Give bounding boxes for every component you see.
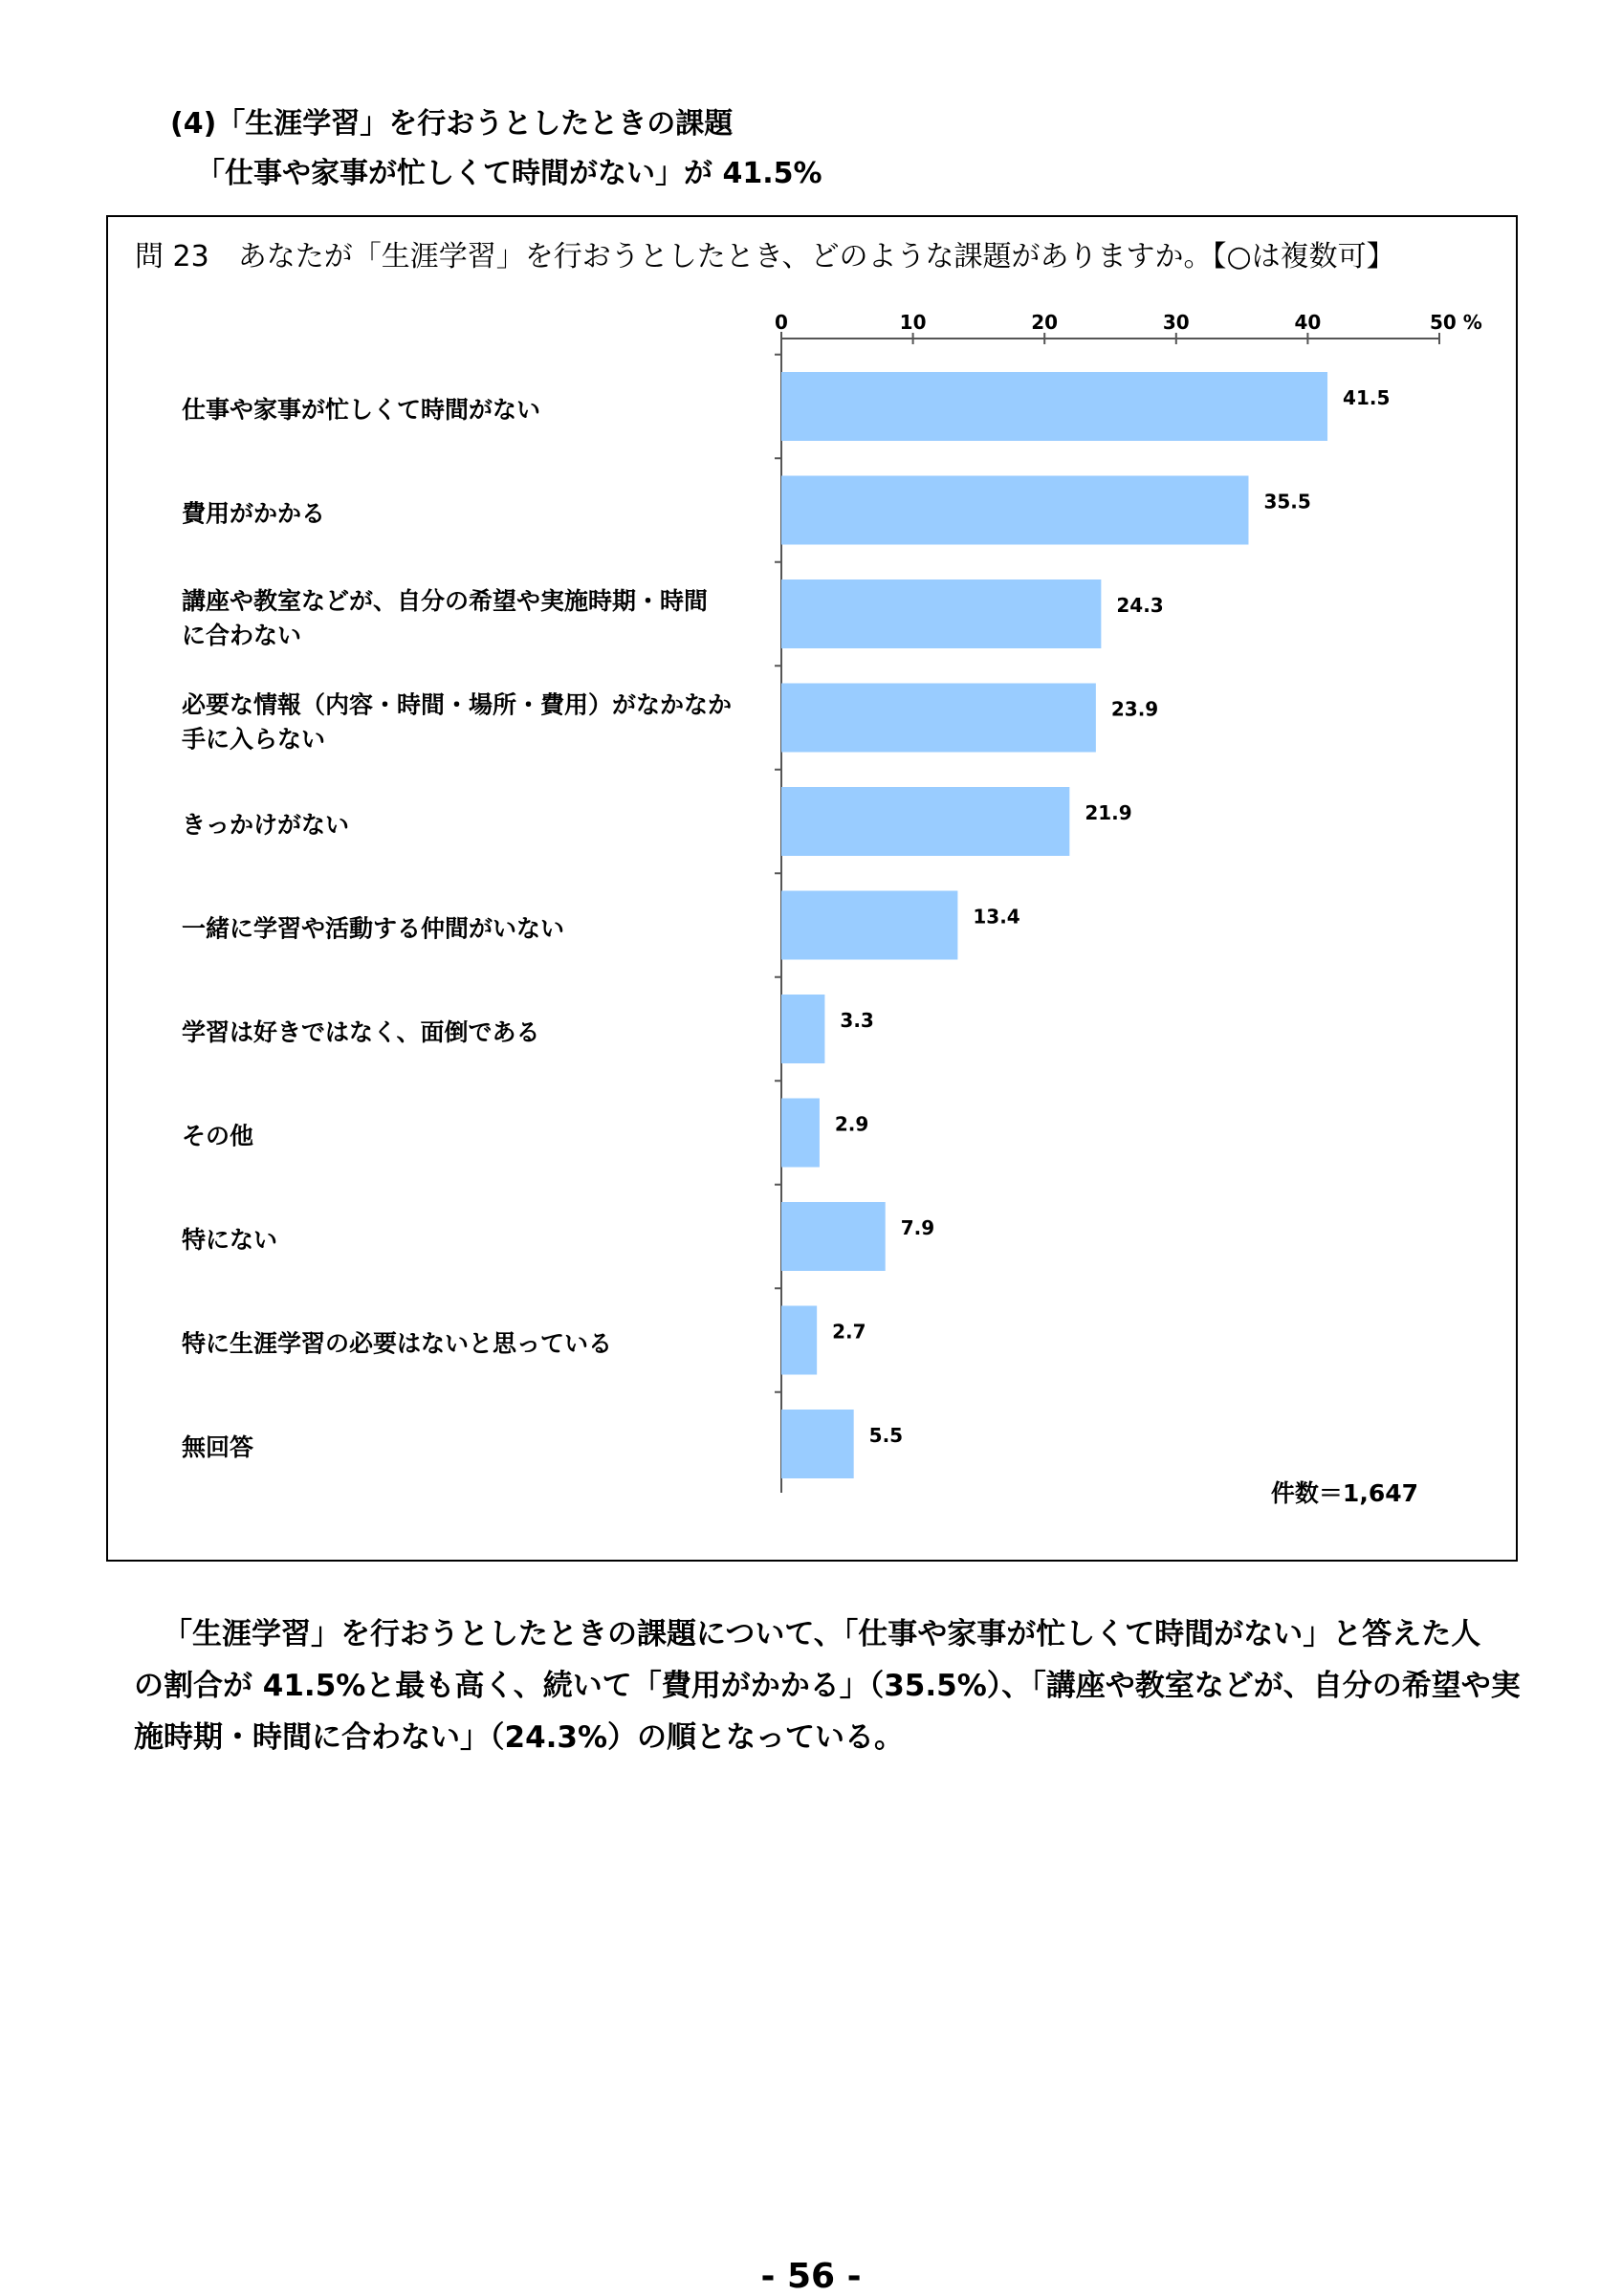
data-label: 24.3 [1116,594,1164,617]
bar [781,1306,817,1375]
bar [781,787,1069,856]
category-label: 無回答 [182,1433,254,1461]
section-subheading: 「仕事や家事が忙しくて時間がない」が 41.5% [196,157,822,190]
summary-line: の割合が 41.5%と最も高く、続いて「費用がかかる」（35.5%）、「講座や教室などが、自分の希望や実 [134,1669,1521,1703]
bar [781,684,1096,753]
x-tick-label: 20 [1031,311,1059,334]
data-label: 23.9 [1110,697,1159,721]
bar [781,579,1101,648]
bar [781,891,957,960]
count-label: 件数＝1,647 [1270,1479,1418,1507]
x-tick-label: 30 [1162,311,1190,334]
category-label: に合わない [182,622,302,649]
chart-title: 問 23 あなたが「生涯学習」を行おうとしたとき、どのような課題がありますか。【○は複数可】 [135,240,1395,273]
data-label: 13.4 [973,905,1020,929]
category-label: その他 [182,1122,254,1150]
summary-line: 「生涯学習」を行おうとしたときの課題について、「仕事や家事が忙しくて時間がない」と答えた人 [163,1617,1481,1651]
bar [781,995,824,1063]
data-label: 2.7 [832,1320,866,1344]
category-label: 費用がかかる [182,499,326,528]
page-number: - 56 - [760,2257,862,2296]
data-label: 2.9 [834,1112,869,1136]
x-tick-label: 50 % [1430,311,1482,334]
bar-chart [108,217,1516,1560]
bar [781,1202,886,1271]
section-heading: (4)「生涯学習」を行おうとしたときの課題 [170,107,734,141]
category-label: 特にない [182,1226,278,1254]
data-label: 35.5 [1263,490,1311,514]
summary-line: 施時期・時間に合わない」（24.3%）の順となっている。 [134,1720,905,1755]
bar [781,1099,820,1168]
category-label: 必要な情報（内容・時間・場所・費用）がなかなか [182,690,733,719]
category-label: きっかけがない [182,811,350,839]
category-label: 学習は好きではなく、面倒である [182,1018,540,1046]
data-label: 41.5 [1343,386,1391,409]
category-label: 講座や教室などが、自分の希望や実施時期・時間 [182,587,709,615]
summary-paragraph [134,1608,1521,1763]
x-tick-label: 10 [899,311,927,334]
category-label: 手に入らない [182,725,326,754]
bar [781,372,1327,441]
category-label: 仕事や家事が忙しくて時間がない [182,396,541,424]
data-label: 5.5 [868,1424,904,1447]
category-label: 一緒に学習や活動する仲間がいない [182,914,565,943]
data-label: 3.3 [840,1009,874,1032]
category-label: 特に生涯学習の必要はないと思っている [182,1329,613,1358]
data-label: 21.9 [1085,801,1132,824]
chart-frame [106,215,1518,1562]
bar [781,1410,854,1478]
bar [781,476,1248,545]
x-tick-label: 40 [1294,311,1322,334]
data-label: 7.9 [900,1216,935,1239]
x-tick-label: 0 [775,311,788,334]
